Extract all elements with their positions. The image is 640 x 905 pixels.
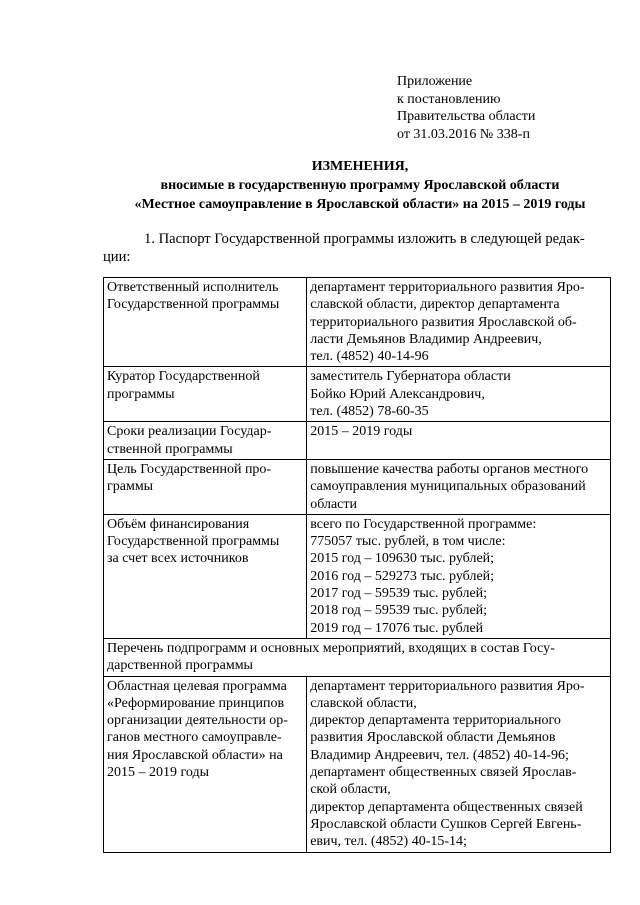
row-label: Областная целевая программа «Реформирование принципов организации деятельности ор- ганов местного самоуправле- ния Ярославской области» на 2015 – 2019 годы	[104, 676, 307, 852]
row-value: всего по Государственной программе: 775057 тыс. рублей, в том числе: 2015 год – 109630 тыс. рублей; 2016 год – 529273 тыс. рублей; 2017 год – 59539 тыс. рублей; 2018 год – 59539 тыс. рублей; 2019 год – 17076 тыс. рублей	[307, 514, 611, 638]
intro-line: ции:	[103, 249, 131, 265]
table-row	[104, 514, 611, 638]
intro-line: 1. Паспорт Государственной программы изложить в следующей редак-	[144, 231, 585, 247]
title-line: ИЗМЕНЕНИЯ,	[311, 159, 409, 174]
table-row	[104, 367, 611, 422]
table-row	[104, 422, 611, 460]
section-heading-cell: Перечень подпрограмм и основных мероприятий, входящих в состав Госу- дарственной программы	[104, 638, 611, 676]
row-label: Цель Государственной про- граммы	[104, 459, 307, 514]
row-label: Сроки реализации Государ- ственной программы	[104, 422, 307, 460]
row-value: 2015 – 2019 годы	[307, 422, 611, 460]
table-row	[104, 638, 611, 676]
appendix-line: Приложение	[397, 74, 473, 89]
title-line: вносимые в государственную программу Ярославской области	[160, 178, 560, 193]
row-value: департамент территориального развития Яро- славской области, директор департамента территориального развития Ярославской области Демьянов Владимир Андреевич, тел. (4852) 40-14-96; департамент общественных связей Ярослав- ской области, директор департамента общественных связей Ярославской области Сушков Сергей Евгень- евич, тел. (4852) 40-15-14;	[307, 676, 611, 852]
row-label: Ответственный исполнитель Государственной программы	[104, 278, 307, 367]
table-row	[104, 459, 611, 514]
row-value: повышение качества работы органов местного самоуправления муниципальных образований области	[307, 459, 611, 514]
appendix-line: Правительства области	[397, 109, 536, 124]
title-line: «Местное самоуправление в Ярославской области» на 2015 – 2019 годы	[134, 197, 586, 212]
appendix-line: к постановлению	[397, 91, 501, 107]
intro-paragraph	[103, 230, 611, 266]
document-title	[60, 157, 640, 214]
row-label: Объём финансирования Государственной программы за счет всех источников	[104, 514, 307, 638]
table-row	[104, 278, 611, 367]
appendix-line: от 31.03.2016 № 338-п	[397, 126, 530, 142]
row-value: заместитель Губернатора области Бойко Юрий Александрович, тел. (4852) 78-60-35	[307, 367, 611, 422]
table-row	[104, 676, 611, 852]
appendix-header	[397, 73, 535, 143]
passport-table	[103, 277, 611, 853]
row-value: департамент территориального развития Яро- славской области, директор департамента территориального развития Ярославской об- ласти Демьянов Владимир Андреевич, тел. (4852) 40-14-96	[307, 278, 611, 367]
row-label: Куратор Государственной программы	[104, 367, 307, 422]
